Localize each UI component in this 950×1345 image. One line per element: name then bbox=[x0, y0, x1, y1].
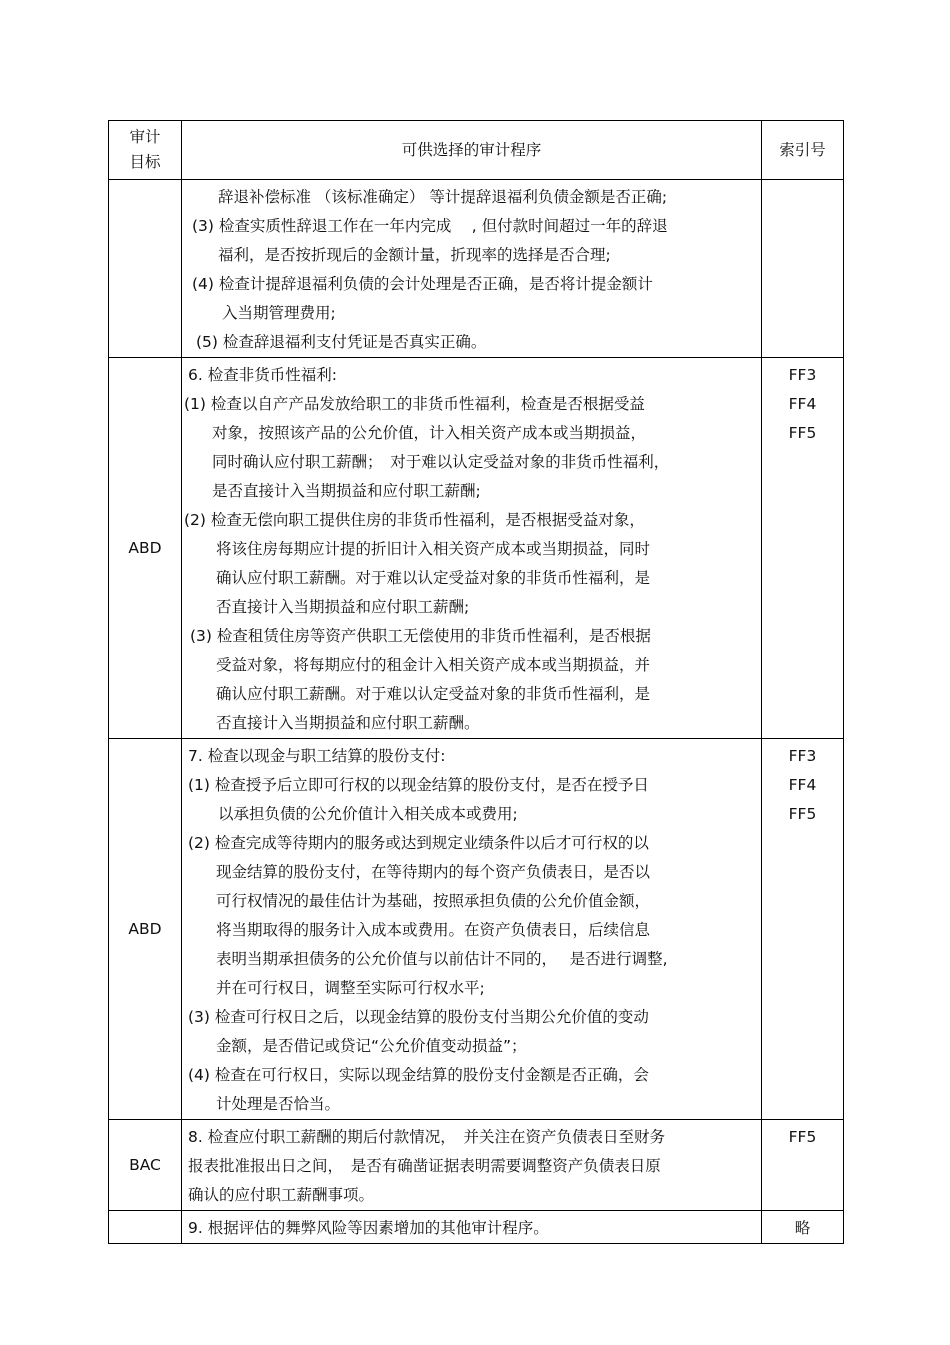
index-ref: FF4 bbox=[788, 776, 817, 794]
objective-cell bbox=[109, 1211, 182, 1244]
procedure-line: (3) 检查可行权日之后，以现金结算的股份支付当期公允价值的变动 bbox=[188, 1008, 649, 1026]
procedure-line: (5) 检查辞退福利支付凭证是否真实正确。 bbox=[196, 333, 487, 351]
index-ref: FF5 bbox=[788, 805, 817, 823]
procedure-line: 对象，按照该产品的公允价值，计入相关资产成本或当期损益， bbox=[212, 424, 647, 442]
procedure-line: 确认的应付职工薪酬事项。 bbox=[188, 1186, 375, 1204]
procedure-line: 以承担负债的公允价值计入相关成本或费用; bbox=[218, 805, 518, 823]
procedure-line: 金额，是否借记或贷记“公允价值变动损益”； bbox=[216, 1037, 527, 1055]
procedure-line: (2) 检查完成等待期内的服务或达到规定业绩条件以后才可行权的以 bbox=[188, 834, 649, 852]
table-row bbox=[109, 1211, 844, 1244]
procedure-line: 并在可行权日，调整至实际可行权水平; bbox=[216, 979, 485, 997]
procedure-line: (4) 检查在可行权日，实际以现金结算的股份支付金额是否正确，会 bbox=[188, 1066, 649, 1084]
procedure-line: (3) 检查租赁住房等资产供职工无偿使用的非货币性福利，是否根据 bbox=[190, 627, 651, 645]
procedure-line: 现金结算的股份支付，在等待期内的每个资产负债表日，是否以 bbox=[216, 863, 651, 881]
procedure-cell bbox=[182, 358, 762, 739]
procedure-line: 将该住房每期应计提的折旧计入相关资产成本或当期损益，同时 bbox=[216, 540, 651, 558]
procedure-cell bbox=[182, 1120, 762, 1211]
procedure-line: (4) 检查计提辞退福利负债的会计处理是否正确，是否将计提金额计 bbox=[192, 275, 653, 293]
procedure-line: (2) 检查无偿向职工提供住房的非货币性福利，是否根据受益对象， bbox=[184, 511, 645, 529]
procedure-line: 确认应付职工薪酬。对于难以认定受益对象的非货币性福利，是 bbox=[216, 569, 651, 587]
procedure-line: 受益对象，将每期应付的租金计入相关资产成本或当期损益，并 bbox=[216, 656, 651, 674]
procedure-cell bbox=[182, 739, 762, 1120]
index-cell bbox=[762, 1211, 844, 1244]
procedure-line: 入当期管理费用; bbox=[222, 304, 336, 322]
header-procedure: 可供选择的审计程序 bbox=[182, 121, 762, 180]
objective-cell bbox=[109, 180, 182, 358]
procedure-line: (3) 检查实质性辞退工作在一年内完成 , 但付款时间超过一年的辞退 bbox=[192, 217, 668, 235]
index-cell bbox=[762, 1120, 844, 1211]
table-row bbox=[109, 1120, 844, 1211]
audit-procedure-table bbox=[108, 120, 844, 1244]
header-objective bbox=[109, 121, 182, 180]
procedure-line: (1) 检查以自产产品发放给职工的非货币性福利，检查是否根据受益 bbox=[184, 395, 645, 413]
procedure-line: 8. 检查应付职工薪酬的期后付款情况， 并关注在资产负债表日至财务 bbox=[188, 1128, 665, 1146]
index-ref: FF3 bbox=[788, 366, 817, 384]
procedure-line: 9. 根据评估的舞弊风险等因素增加的其他审计程序。 bbox=[188, 1219, 549, 1237]
index-ref: FF5 bbox=[788, 424, 817, 442]
procedure-line: 确认应付职工薪酬。对于难以认定受益对象的非货币性福利，是 bbox=[216, 685, 651, 703]
header-objective-line2: 目标 bbox=[129, 153, 161, 171]
procedure-cell bbox=[182, 180, 762, 358]
procedure-line: 否直接计入当期损益和应付职工薪酬; bbox=[216, 598, 470, 616]
index-ref: FF3 bbox=[788, 747, 817, 765]
header-index: 索引号 bbox=[762, 121, 844, 180]
header-objective-line1: 审计 bbox=[129, 128, 161, 146]
index-cell bbox=[762, 180, 844, 358]
procedure-line: 报表批准报出日之间， 是否有确凿证据表明需要调整资产负债表日原 bbox=[188, 1157, 661, 1175]
index-ref: 略 bbox=[794, 1219, 811, 1237]
objective-cell: ABD bbox=[109, 739, 182, 1120]
table-header-row bbox=[109, 121, 844, 180]
index-cell bbox=[762, 739, 844, 1120]
procedure-line: 7. 检查以现金与职工结算的股份支付: bbox=[188, 747, 446, 765]
objective-cell: ABD bbox=[109, 358, 182, 739]
index-cell bbox=[762, 358, 844, 739]
procedure-line: (1) 检查授予后立即可行权的以现金结算的股份支付，是否在授予日 bbox=[188, 776, 649, 794]
procedure-cell bbox=[182, 1211, 762, 1244]
procedure-line: 计处理是否恰当。 bbox=[216, 1095, 341, 1113]
procedure-line: 表明当期承担债务的公允价值与以前估计不同的， 是否进行调整, bbox=[216, 950, 668, 968]
objective-cell: BAC bbox=[109, 1120, 182, 1211]
procedure-line: 福利，是否按折现后的金额计量，折现率的选择是否合理; bbox=[218, 246, 611, 264]
procedure-line: 同时确认应付职工薪酬； 对于难以认定受益对象的非货币性福利， bbox=[212, 453, 670, 471]
index-ref: FF5 bbox=[788, 1128, 817, 1146]
procedure-line: 辞退补偿标准 （该标准确定） 等计提辞退福利负债金额是否正确; bbox=[218, 188, 668, 206]
procedure-line: 6. 检查非货币性福利: bbox=[188, 366, 337, 384]
index-ref: FF4 bbox=[788, 395, 817, 413]
table-row bbox=[109, 180, 844, 358]
procedure-line: 将当期取得的服务计入成本或费用。在资产负债表日，后续信息 bbox=[216, 921, 651, 939]
procedure-line: 是否直接计入当期损益和应付职工薪酬; bbox=[212, 482, 481, 500]
table-row bbox=[109, 358, 844, 739]
procedure-line: 可行权情况的最佳估计为基础，按照承担负债的公允价值金额， bbox=[216, 892, 651, 910]
procedure-line: 否直接计入当期损益和应付职工薪酬。 bbox=[216, 714, 480, 732]
table-row bbox=[109, 739, 844, 1120]
